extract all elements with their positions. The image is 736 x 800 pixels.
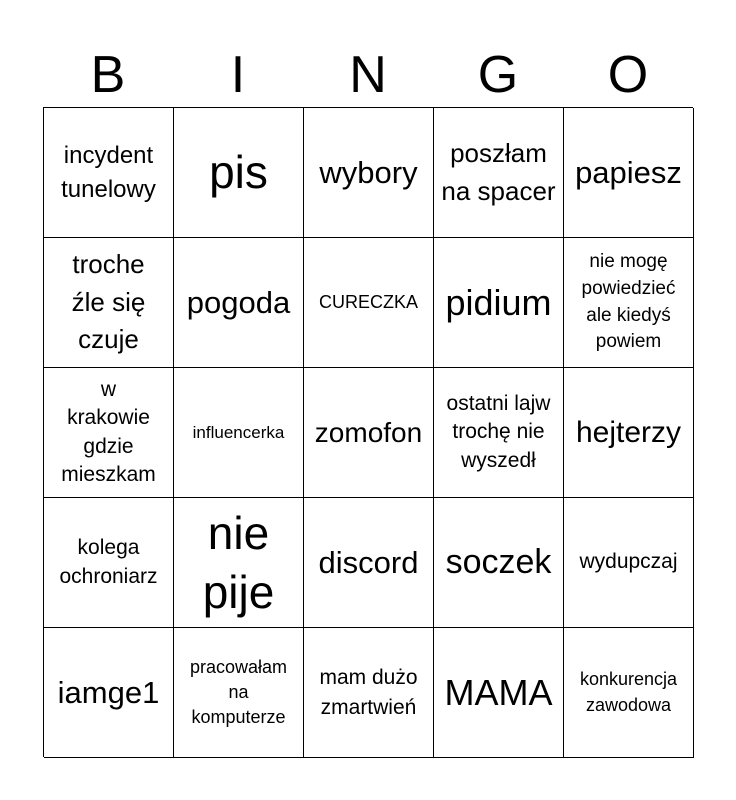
bingo-cell-r1c4[interactable] [434, 108, 564, 238]
cell-label: soczek [445, 543, 552, 582]
cell-label: pidium [445, 281, 552, 323]
cell-label: incydent tunelowy [61, 141, 156, 203]
bingo-cell-r5c1[interactable] [44, 628, 174, 758]
cell-label: wybory [319, 154, 418, 190]
bingo-cell-r3c5[interactable] [564, 368, 694, 498]
bingo-header [43, 42, 693, 108]
cell-label: konkurencja zawodowa [579, 669, 678, 715]
header-letter-i: I [230, 46, 246, 104]
cell-label: poszłam na spacer [441, 137, 556, 206]
bingo-cell-r1c2[interactable] [174, 108, 304, 238]
bingo-cell-r3c4[interactable] [434, 368, 564, 498]
bingo-cell-r2c4[interactable] [434, 238, 564, 368]
bingo-cell-r1c1[interactable] [44, 108, 174, 238]
bingo-cell-r4c4[interactable] [434, 498, 564, 628]
bingo-cell-r5c3[interactable] [304, 628, 434, 758]
cell-label: pracowałam na komputerze [189, 656, 288, 728]
bingo-cell-r4c2[interactable] [174, 498, 304, 628]
cell-label: CURECZKA [318, 292, 418, 313]
cell-label: wydupczaj [579, 550, 678, 574]
cell-label: discord [318, 544, 419, 580]
bingo-cell-r1c3[interactable] [304, 108, 434, 238]
cell-label: nie mogę powiedzieć ale kiedyś powiem [581, 251, 676, 353]
bingo-cell-r5c2[interactable] [174, 628, 304, 758]
bingo-cell-r4c3[interactable] [304, 498, 434, 628]
cell-label: influencerka [192, 422, 285, 442]
bingo-cell-r3c2[interactable] [174, 368, 304, 498]
cell-label: ostatni lajw trochę nie wyszedł [446, 391, 551, 472]
cell-label: papiesz [575, 154, 682, 190]
bingo-board [43, 107, 693, 757]
cell-label: pis [209, 145, 268, 198]
bingo-cell-r3c3[interactable] [304, 368, 434, 498]
header-letter-o: O [607, 46, 649, 104]
bingo-cell-r2c3[interactable] [304, 238, 434, 368]
header-letter-b: B [90, 46, 126, 104]
cell-label: w krakowie gdzie mieszkam [61, 377, 156, 486]
bingo-cell-r2c1[interactable] [44, 238, 174, 368]
bingo-cell-r5c5[interactable] [564, 628, 694, 758]
cell-label: kolega ochroniarz [59, 536, 158, 588]
bingo-cell-r5c4[interactable] [434, 628, 564, 758]
bingo-cell-r2c2[interactable] [174, 238, 304, 368]
header-letter-n: N [349, 46, 387, 104]
bingo-cell-r4c1[interactable] [44, 498, 174, 628]
cell-label: iamge1 [57, 674, 160, 710]
cell-label: MAMA [444, 671, 553, 713]
cell-label: nie pije [202, 506, 275, 618]
cell-label: mam dużo zmartwień [319, 666, 418, 719]
bingo-cell-r1c5[interactable] [564, 108, 694, 238]
header-letter-g: G [477, 46, 519, 104]
bingo-cell-r4c5[interactable] [564, 498, 694, 628]
cell-label: pogoda [186, 284, 291, 320]
cell-label: troche źle się czuje [71, 248, 146, 355]
bingo-cell-r2c5[interactable] [564, 238, 694, 368]
cell-label: zomofon [314, 416, 423, 448]
bingo-cell-r3c1[interactable] [44, 368, 174, 498]
cell-label: hejterzy [575, 415, 682, 449]
